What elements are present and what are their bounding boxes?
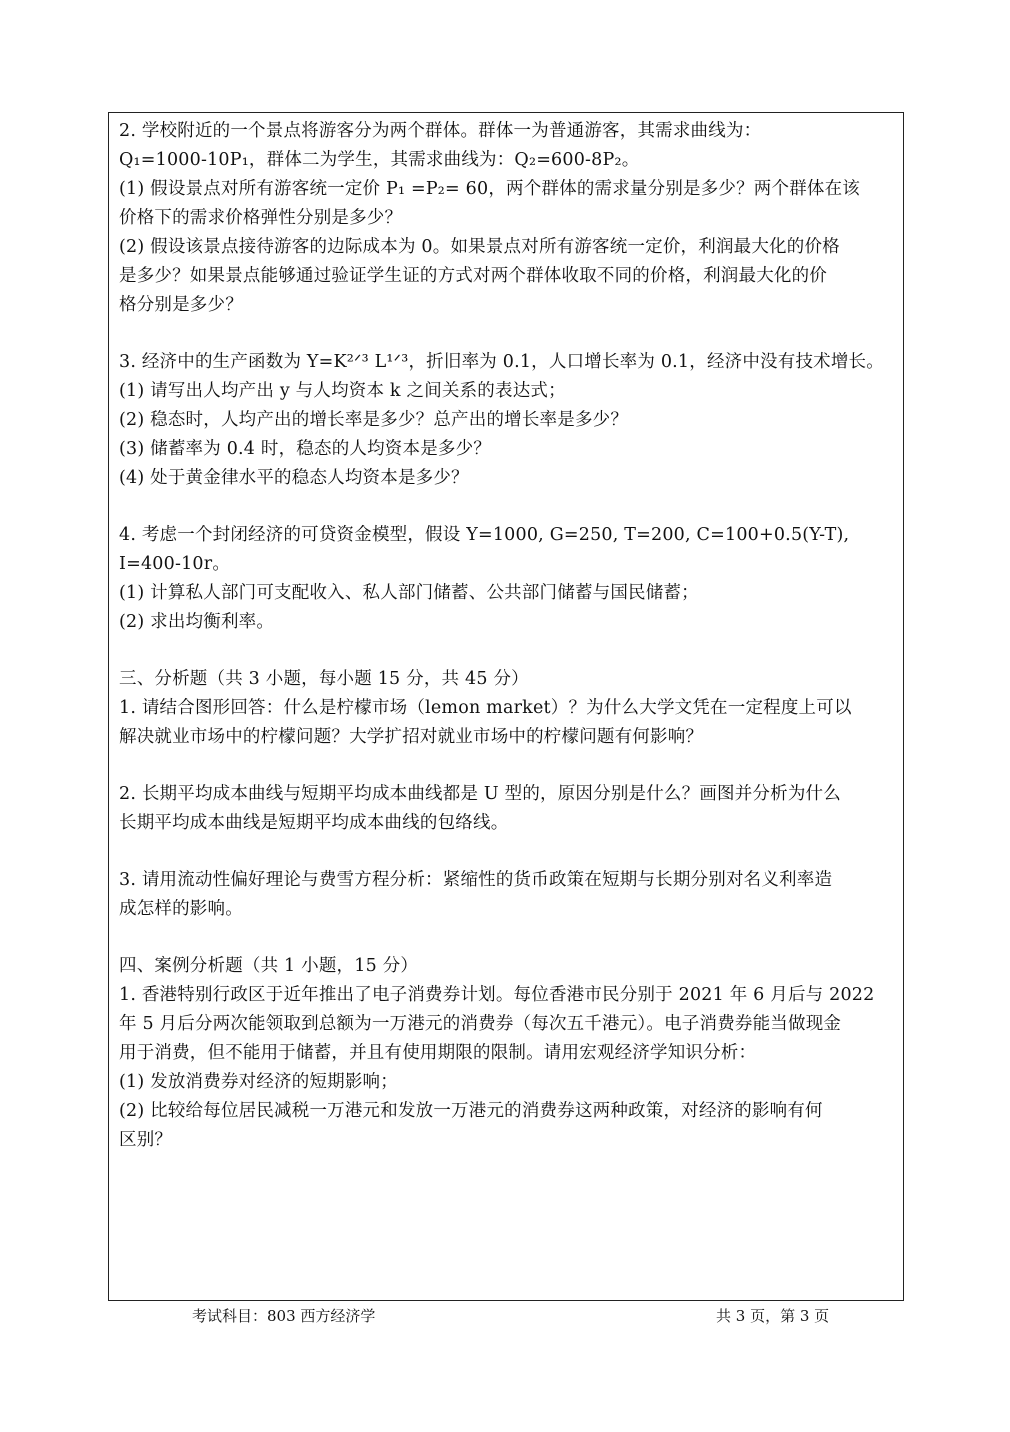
footer-page-count: 共 3 页，第 3 页 bbox=[716, 1307, 830, 1325]
s4q1-line: 区别？ bbox=[119, 1130, 173, 1150]
q2-line: 2. 学校附近的一个景点将游客分为两个群体。群体一为普通游客，其需求曲线为： bbox=[119, 121, 762, 141]
section-4-case bbox=[119, 952, 897, 1155]
section-3-question-3 bbox=[119, 866, 897, 924]
s4q1-line: 年 5 月后分两次能领取到总额为一万港元的消费券（每次五千港元）。电子消费券能当做现金 bbox=[119, 1014, 842, 1034]
footer-subject: 考试科目：803 西方经济学 bbox=[192, 1307, 376, 1325]
q4-line: 4. 考虑一个封闭经济的可贷资金模型，假设 Y=1000, G=250, T=200, C=100+0.5(Y-T), bbox=[119, 525, 850, 545]
s4q1-line: (2) 比较给每位居民减税一万港元和发放一万港元的消费券这两种政策，对经济的影响有何 bbox=[119, 1101, 823, 1121]
q2-line: 格分别是多少？ bbox=[119, 295, 243, 315]
question-2 bbox=[119, 117, 897, 320]
s4q1-line: 1. 香港特别行政区于近年推出了电子消费券计划。每位香港市民分别于 2021 年 6 月后与 2022 bbox=[119, 985, 875, 1005]
s3q2-line: 2. 长期平均成本曲线与短期平均成本曲线都是 U 型的，原因分别是什么？画图并分析为什么 bbox=[119, 784, 841, 804]
question-4 bbox=[119, 521, 897, 637]
q2-line: 是多少？如果景点能够通过验证学生证的方式对两个群体收取不同的价格，利润最大化的价 bbox=[119, 266, 827, 286]
s3q3-line: 3. 请用流动性偏好理论与费雪方程分析：紧缩性的货币政策在短期与长期分别对名义利率造 bbox=[119, 870, 833, 890]
q4-line: I=400-10r。 bbox=[119, 554, 231, 574]
q3-line: (2) 稳态时，人均产出的增长率是多少？总产出的增长率是多少？ bbox=[119, 410, 629, 430]
s4q1-line: (1) 发放消费券对经济的短期影响； bbox=[119, 1072, 398, 1092]
q4-line: (2) 求出均衡利率。 bbox=[119, 612, 275, 632]
q3-line: (3) 储蓄率为 0.4 时，稳态的人均资本是多少？ bbox=[119, 439, 492, 459]
q2-line: 价格下的需求价格弹性分别是多少？ bbox=[119, 208, 403, 228]
section-3-question-2 bbox=[119, 780, 897, 838]
section-3-analysis bbox=[119, 665, 897, 752]
q3-line: (1) 请写出人均产出 y 与人均资本 k 之间关系的表达式； bbox=[119, 381, 566, 401]
q4-line: (1) 计算私人部门可支配收入、私人部门储蓄、公共部门储蓄与国民储蓄； bbox=[119, 583, 699, 603]
s3q2-line: 长期平均成本曲线是短期平均成本曲线的包络线。 bbox=[119, 813, 509, 833]
q2-line: (2) 假设该景点接待游客的边际成本为 0。如果景点对所有游客统一定价，利润最大化的价格 bbox=[119, 237, 840, 257]
exam-page-frame bbox=[108, 112, 904, 1301]
s4q1-line: 用于消费，但不能用于储蓄，并且有使用期限的限制。请用宏观经济学知识分析： bbox=[119, 1043, 757, 1063]
question-3 bbox=[119, 348, 897, 493]
s3q3-line: 成怎样的影响。 bbox=[119, 899, 243, 919]
s3q1-line: 1. 请结合图形回答：什么是柠檬市场（lemon market）？为什么大学文凭在一定程度上可以 bbox=[119, 698, 852, 718]
s3q1-line: 解决就业市场中的柠檬问题？大学扩招对就业市场中的柠檬问题有何影响？ bbox=[119, 727, 704, 747]
q3-line: (4) 处于黄金律水平的稳态人均资本是多少？ bbox=[119, 468, 469, 488]
q2-line: Q₁=1000-10P₁，群体二为学生，其需求曲线为：Q₂=600-8P₂。 bbox=[119, 150, 640, 170]
exam-content bbox=[119, 117, 897, 1155]
q2-line: (1) 假设景点对所有游客统一定价 P₁ =P₂= 60，两个群体的需求量分别是多少？两个群体在该 bbox=[119, 179, 861, 199]
q3-line: 3. 经济中的生产函数为 Y=K²ᐟ³ L¹ᐟ³，折旧率为 0.1，人口增长率为 0.1，经济中没有技术增长。 bbox=[119, 352, 884, 372]
section-3-heading: 三、分析题（共 3 小题，每小题 15 分，共 45 分） bbox=[119, 669, 529, 689]
section-4-heading: 四、案例分析题（共 1 小题，15 分） bbox=[119, 956, 419, 976]
